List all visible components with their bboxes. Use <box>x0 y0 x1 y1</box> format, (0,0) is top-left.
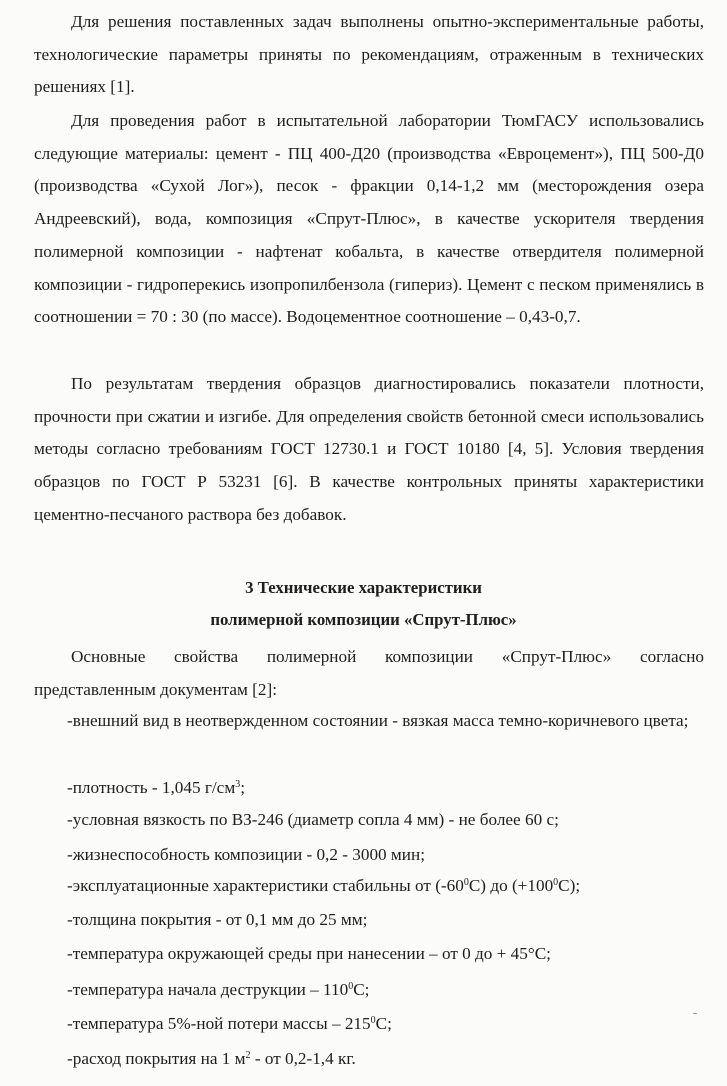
property-thickness: -толщина покрытия - от 0,1 мм до 25 мм; <box>67 910 368 929</box>
property-ambient-temperature: -температура окружающей среды при нанесении – от 0 до + 45°С; <box>67 944 551 963</box>
property-viscosity: -условная вязкость по ВЗ-246 (диаметр сопла 4 мм) - не более 60 с; <box>67 810 559 829</box>
section-title-line1: 3 Технические характеристики <box>245 578 482 597</box>
paragraph-work: Для решения поставленных задач выполнены опытно-экспериментальные работы, технологические параметры приняты по рекомендациям, отраженным в технических решениях [1]. <box>34 12 704 97</box>
property-mass-loss-temperature: -температура 5%-ной потери массы – $215^0С$; <box>67 1014 392 1033</box>
section-intro: Основные свойства полимерной композиции «Спрут-Плюс» согласно представленным документам [2]: <box>34 647 704 699</box>
property-destruction-temperature: -температура начала деструкции – $110^0С$; <box>67 980 370 999</box>
property-appearance: -внешний вид в неотвержденном состоянии - вязкая масса темно-коричневого цвета; <box>67 711 689 730</box>
property-consumption: -расход покрытия на 1 $м^2$ - от 0,2-1,4 кг. <box>67 1049 356 1068</box>
paragraph-testing: По результатам твердения образцов диагностировались показатели плотности, прочности при сжатии и изгибе. Для определения свойств бетонной смеси использовались методы согласно требованиям ГОСТ 12730.1 и ГОСТ 10180 [4, 5]. Условия твердения образцов по ГОСТ Р 53231 [6]. В качестве контрольных приняты характеристики цементно-песчаного раствора без добавок. <box>34 374 704 524</box>
scan-mark: ˉ <box>693 1009 697 1023</box>
section-title-line2: полимерной композиции «Спрут-Плюс» <box>210 610 517 629</box>
property-pot-life: -жизнеспособность композиции - 0,2 - 3000 мин; <box>67 845 425 864</box>
paragraph-materials: Для проведения работ в испытательной лаборатории ТюмГАСУ использовались следующие материалы: цемент - ПЦ 400-Д20 (производства «Евроцемент»), ПЦ 500-Д0 (производства «Сухой Лог»), песок - фракции 0,14-1,2 мм (месторождения озера Андреевский), вода, композиция «Спрут-Плюс», в качестве ускорителя твердения полимерной композиции - нафтенат кобальта, в качестве отвердителя полимерной композиции - гидроперекись изопропилбензола (гипериз). Цемент с песком применялись в соотношении = 70 : 30 (по массе). Водоцементное соотношение – 0,43-0,7. <box>34 111 704 327</box>
property-density: -плотность - 1,045 $г/см^3$; <box>67 778 245 797</box>
property-operating-range: -эксплуатационные характеристики стабильны от $(-60^0С)$ до $(+100^0С)$; <box>67 876 581 895</box>
